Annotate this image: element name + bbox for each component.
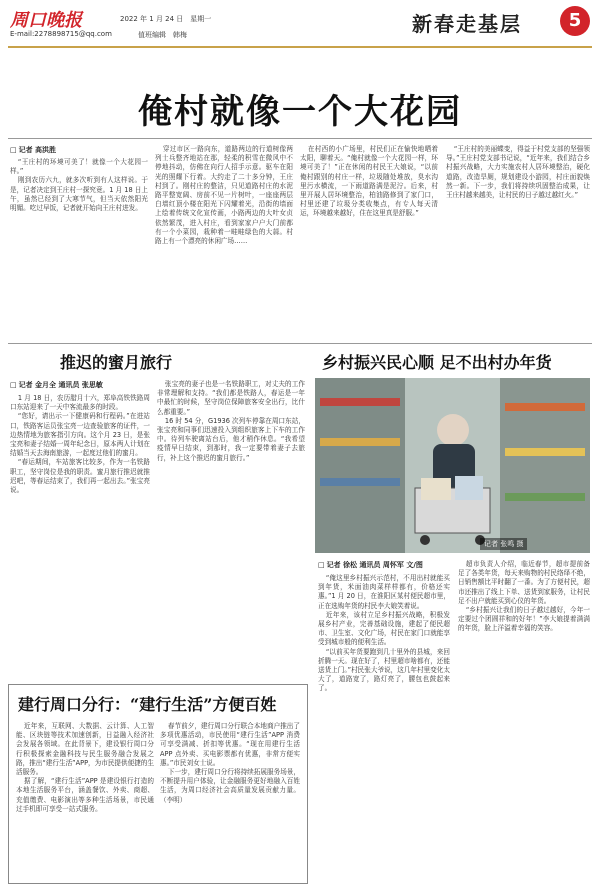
article1-paragraph: 刚到农历六九，就多次听到有人这样说。于是，记者决定到王庄村一探究竟。1 月 18 日上午，虽然已经到了大寒节气，但当天依然阳光明媚。吃过早饭，记者就开始向王庄村进发。 (10, 176, 148, 213)
article2-col-2 (157, 380, 305, 678)
article3-paragraph: 近年来，该村立足乡村振兴战略，积极发展乡村产业，完善基础设施，建起了便民超市、卫生室、文化广场，村民在家门口就能享受到城市般的便利生活。 (318, 610, 450, 647)
article1-paragraph: 穿过市区一路向东，道路两边的行道树像两列士兵整齐地站在那，轻柔的积雪在微风中不停地抖动，仿佛在向行人招手示意。驱车在阳光的照耀下行着。大约走了二十多分钟，王庄村到了。刚村庄的整洁，只见道路村庄的水泥路平整宽阔、房前不见一片树叶，一座座两层白墙红顶小楼在阳光下闪耀着光，沿街的墙面上绘着传统文化宣传画，小路两边的大叶女贞依然繁茂，进入村庄，看到家家户户大门前都有一个小菜园，栽种着一畦畦绿色的大蒜。村路上有一个漂亮的休闲广场…… (155, 145, 293, 246)
article1-col-3 (300, 145, 438, 338)
article3-photo (315, 378, 590, 553)
article1-top-rule (8, 138, 592, 139)
article3-col-1 (318, 574, 450, 884)
article1-bottom-rule (8, 343, 592, 344)
masthead (0, 0, 600, 72)
article1-paragraph: “王庄村的环境可美了！就像一个大花园一样。” (10, 158, 148, 176)
newspaper-email: E-mail:2278898715@qq.com (10, 30, 112, 38)
newspaper-name: 周口晚报 (10, 10, 82, 31)
article3-paragraph: 超市负责人介绍，临近春节，超市提前备足了各类年货，每天来购物的村民络绎不绝，日销售额比平时翻了一番。为了方便村民，超市还推出了线上下单、送货到家服务，让村民足不出户就能买到心仪的年货。 (458, 560, 590, 605)
article2-paragraph: “春运期间，车站旅客比较多，作为一名铁路职工，坚守岗位是我的职责。蜜月旅行推迟就推迟吧，等春运结束了，我们再一起出去。”张宝亮说。 (10, 458, 150, 495)
masthead-divider (8, 46, 592, 48)
article3-paragraph: “乡村振兴让我们的日子越过越好，今年一定要过个团圆祥和的好年！”李大娘提着满满的年货，脸上洋溢着幸福的笑容。 (458, 606, 590, 633)
article1-byline: □ 记者 高洪胜 (10, 145, 56, 155)
article4-paragraph: 下一步，建行周口分行将持续拓展服务场景，不断提升用户体验，让金融服务更好地融入百姓生活，为周口经济社会高质量发展贡献力量。（李明） (160, 768, 300, 804)
editor-credit: 值班编辑 韩梅 (138, 31, 187, 39)
article3-col-2 (458, 560, 590, 884)
article2-title: 推迟的蜜月旅行 (60, 353, 173, 372)
page-number-badge: 5 (560, 6, 590, 36)
article4-paragraph: 据了解，“建行生活”APP 是建设银行打造的本地生活服务平台，涵盖餐饮、外卖、商超、充值缴费、电影演出等多种生活场景，市民通过手机即可享受一站式服务。 (16, 777, 154, 813)
article4-col-1 (16, 722, 154, 878)
article1-col-2 (155, 145, 293, 338)
main-headline: 俺村就像一个大花园 (138, 92, 462, 132)
article1-paragraph: “王庄村的美丽蝶变，得益于村党支部的坚强领导。”王庄村党支部书记说，“近年来，我们结合乡村振兴战略，大力实施农村人居环境整治，硬化道路，改造旱厕，规划建设小游园，村庄面貌焕然一新。下一步，我们将持续巩固整治成果，让王庄村越来越美，让村民的日子越过越红火。” (446, 145, 590, 200)
article3-byline: □ 记者 徐松 通讯员 周怀军 文/图 (318, 560, 423, 570)
article2-paragraph: 张宝亮的妻子也是一名铁路职工，对丈夫的工作非常理解和支持。“我们都是铁路人，春运是一年中最忙的时候，坚守岗位保障旅客安全出行，比什么都重要。” (157, 380, 305, 416)
article3-paragraph: “以前买年货要跑到几十里外的县城，来回折腾一天。现在好了，村里超市啥都有，还能送货上门。”村民张大爷说，这几年村里变化太大了，道路宽了，路灯亮了，腰包也鼓起来了。 (318, 647, 450, 693)
article1-paragraph: 在村西的小广场里，村民们正在愉快地晒着太阳，聊着天。“俺村就像一个大花园一样，环境可美了！”正在休闲的村民王大娘说，“以前俺村跟别的村庄一样，垃圾随处堆放，臭水沟里污水横流，一下雨道路满是泥泞。后来，村里开展人居环境整治，柏油路修到了家门口，村里还建了垃圾分类收集点，有专人每天清运，环境越来越好，住在这里真是舒服。” (300, 145, 438, 218)
article4-paragraph: 春节前夕，建行周口分行联合本地商户推出了多项优惠活动，市民使用“建行生活”APP 消费可享受满减、折扣等优惠。“现在用建行生活 APP 点外卖、买电影票都有优惠，非常方便实惠。”市民刘女士说。 (160, 722, 300, 767)
article2-paragraph: 1 月 18 日，农历腊月十六，郑阜高铁铁路周口东站迎来了一天中客流最多的时段。 (10, 394, 150, 412)
article2-paragraph: “您好，请出示一下健康码和行程码。”在进站口，铁路客运员张宝亮一边查验旅客的证件，一边热情地为旅客指引方向。这个月 23 日，是张宝亮和妻子结婚一周年纪念日，原本两人计划在结婚当天去海南旅游，一起度过他们的蜜月。 (10, 412, 150, 458)
article3-paragraph: “俺这里乡村振兴示范村，不用出村就能买到年货，米面油肉菜样样都有，价格还实惠。”1 月 20 日，在淮阳区某村便民超市里，正在选购年货的村民李大娘笑着说。 (318, 574, 450, 610)
article2-col-1 (10, 394, 150, 678)
article1-col-4 (446, 145, 590, 338)
article2-paragraph: 16 时 54 分，G1936 次列车停靠在周口东站，张宝亮和同事们迅速投入到组织旅客上下车的工作中。待列车驶离站台后，他才稍作休息。“我希望疫情早日结束，到那时，我一定要带着妻子去旅行，补上这个推迟的蜜月旅行。” (157, 416, 305, 462)
article3-photo-caption: 记者 张鸣 摄 (480, 538, 527, 550)
article4-paragraph: 近年来，互联网、大数据、云计算、人工智能、区块链等技术加速创新，日益融入经济社会发展各领域。在此背景下，建设银行周口分行积极探索金融科技与民生服务融合发展之路，推出“建行生活”APP，为市民提供便捷的生活服务。 (16, 722, 154, 777)
article4-title: 建行周口分行：“建行生活”方便百姓 (18, 695, 277, 714)
section-title: 新春走基层 (412, 12, 522, 36)
supermarket-shopper-image (315, 378, 590, 553)
issue-date: 2022 年 1 月 24 日 星期一 (120, 15, 212, 23)
article4-col-2 (160, 722, 300, 878)
article3-title: 乡村振兴民心顺 足不出村办年货 (322, 353, 552, 372)
article1-col-1 (10, 158, 148, 338)
article2-byline: □ 记者 金月全 通讯员 张思敏 (10, 380, 103, 390)
